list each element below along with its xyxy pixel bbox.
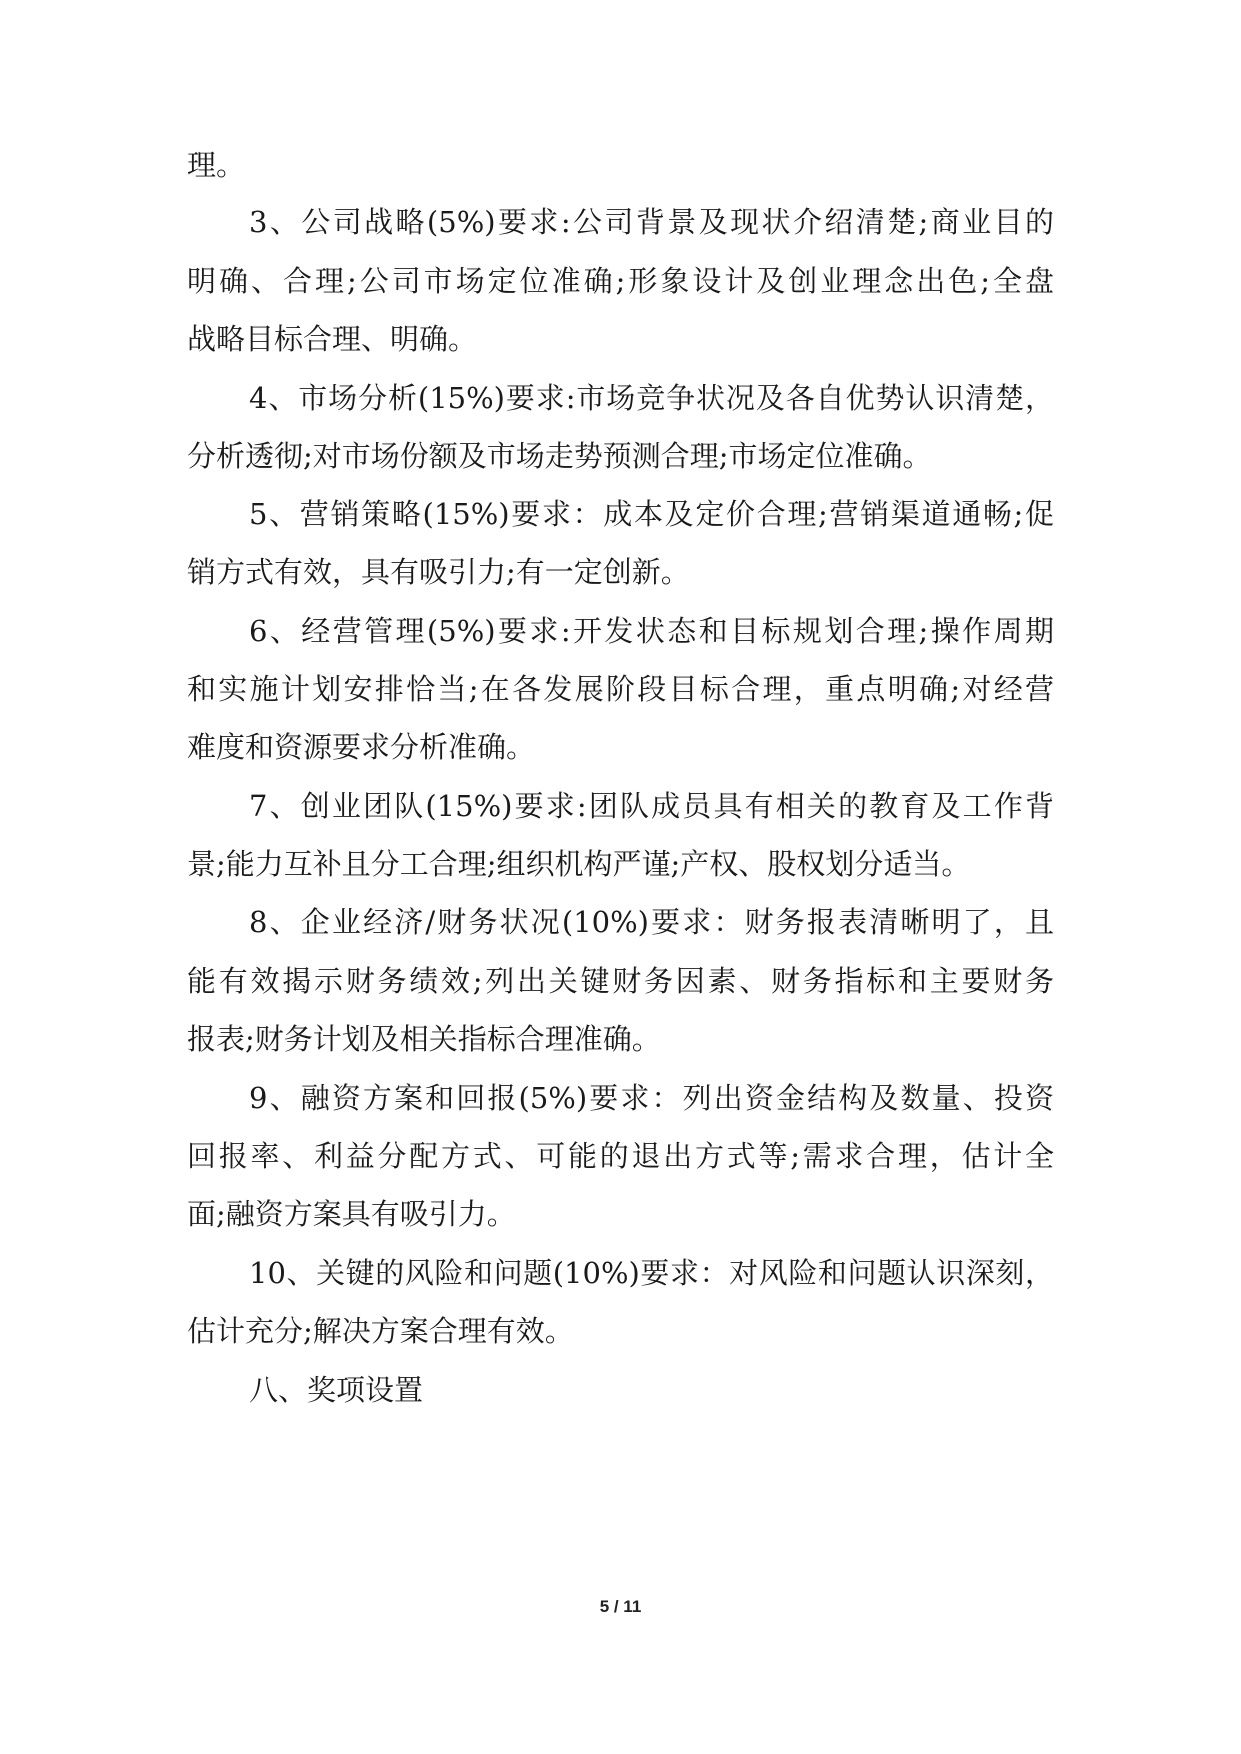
text-line: 面;融资方案具有吸引力。 <box>187 1197 516 1231</box>
text-line: 8、企业经济/财务状况(10%)要求：财务报表清晰明了，且 <box>249 905 1054 939</box>
text-line: 销方式有效，具有吸引力;有一定创新。 <box>187 555 690 589</box>
text-line: 7、创业团队(15%)要求:团队成员具有相关的教育及工作背 <box>249 789 1054 823</box>
text-line: 明确、合理;公司市场定位准确;形象设计及创业理念出色;全盘 <box>187 264 1054 298</box>
text-line: 和实施计划安排恰当;在各发展阶段目标合理，重点明确;对经营 <box>187 672 1054 706</box>
text-line: 理。 <box>187 148 246 182</box>
text-line: 回报率、利益分配方式、可能的退出方式等;需求合理，估计全 <box>187 1139 1054 1173</box>
text-line: 6、经营管理(5%)要求:开发状态和目标规划合理;操作周期 <box>249 614 1054 648</box>
text-line: 战略目标合理、明确。 <box>187 322 478 356</box>
text-line: 难度和资源要求分析准确。 <box>187 730 536 764</box>
text-line: 3、公司战略(5%)要求:公司背景及现状介绍清楚;商业目的 <box>249 205 1054 239</box>
section-heading-text: 八、奖项设置 <box>249 1373 424 1407</box>
text-line: 估计充分;解决方案合理有效。 <box>187 1314 574 1348</box>
text-line: 4、市场分析(15%)要求:市场竞争状况及各自优势认识清楚， <box>249 381 1054 415</box>
text-line: 10、关键的风险和问题(10%)要求：对风险和问题认识深刻， <box>249 1256 1054 1290</box>
text-line: 报表;财务计划及相关指标合理准确。 <box>187 1022 661 1056</box>
text-line: 5、营销策略(15%)要求：成本及定价合理;营销渠道通畅;促 <box>249 497 1054 531</box>
page-number: 5 / 11 <box>599 1597 642 1616</box>
text-line: 9、融资方案和回报(5%)要求：列出资金结构及数量、投资 <box>249 1081 1054 1115</box>
text-line: 分析透彻;对市场份额及市场走势预测合理;市场定位准确。 <box>187 439 932 473</box>
text-line: 能有效揭示财务绩效;列出关键财务因素、财务指标和主要财务 <box>187 964 1054 998</box>
text-line: 景;能力互补且分工合理;组织机构严谨;产权、股权划分适当。 <box>187 847 971 881</box>
